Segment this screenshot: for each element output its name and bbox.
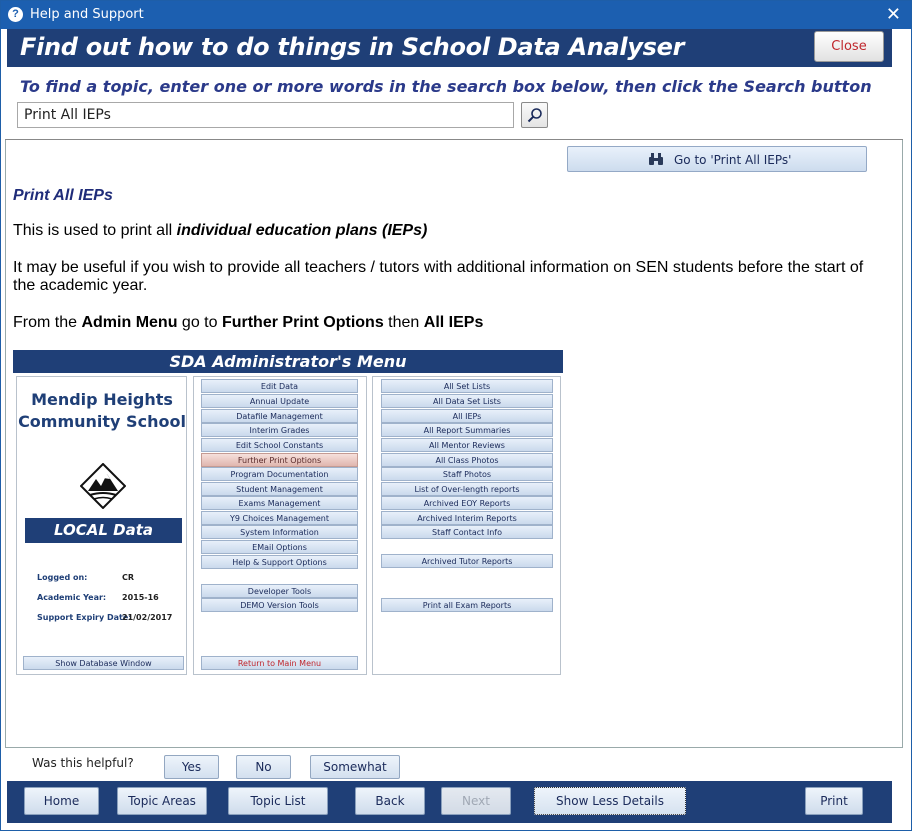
menu-button: Archived EOY Reports bbox=[381, 496, 553, 510]
p3-bold-3: All IEPs bbox=[423, 314, 484, 331]
menu-button: Y9 Choices Management bbox=[201, 511, 358, 525]
search-icon bbox=[527, 107, 543, 123]
menu-button: List of Over-length reports bbox=[381, 482, 553, 496]
further-print-options-button: Further Print Options bbox=[201, 453, 358, 467]
menu-button: Program Documentation bbox=[201, 467, 358, 481]
school-name-line-1: Mendip Heights bbox=[31, 390, 173, 409]
menu-button: DEMO Version Tools bbox=[201, 598, 358, 612]
close-button[interactable]: Close bbox=[814, 31, 884, 62]
menu-button: Edit School Constants bbox=[201, 438, 358, 452]
info-label: Logged on: bbox=[37, 573, 88, 582]
article-title: Print All IEPs bbox=[13, 187, 113, 204]
info-label: Academic Year: bbox=[37, 593, 107, 602]
menu-button: All Set Lists bbox=[381, 379, 553, 393]
show-less-details-button[interactable]: Show Less Details bbox=[534, 787, 686, 815]
p3-text-2: go to bbox=[177, 314, 222, 331]
page-title: Find out how to do things in School Data Analyser bbox=[20, 33, 685, 61]
menu-button: Help & Support Options bbox=[201, 555, 358, 569]
p1-emphasis: individual education plans (IEPs) bbox=[176, 222, 428, 239]
goto-topic-button[interactable] bbox=[567, 146, 867, 172]
article-paragraph-2: It may be useful if you wish to provide all teachers / tutors with additional information on SEN students before the start of the academic year. bbox=[13, 259, 864, 294]
window-close-icon[interactable]: ✕ bbox=[885, 4, 901, 25]
local-data-banner: LOCAL Data bbox=[25, 518, 182, 543]
menu-button: All Data Set Lists bbox=[381, 394, 553, 408]
show-database-window-button: Show Database Window bbox=[23, 656, 184, 670]
p3-bold-2: Further Print Options bbox=[221, 314, 384, 331]
menu-button: System Information bbox=[201, 525, 358, 539]
feedback-somewhat-button[interactable]: Somewhat bbox=[310, 755, 400, 779]
menu-button: Staff Photos bbox=[381, 467, 553, 481]
menu-button: Student Management bbox=[201, 482, 358, 496]
menu-button: All Mentor Reviews bbox=[381, 438, 553, 452]
feedback-no-button[interactable]: No bbox=[236, 755, 291, 779]
feedback-yes-button[interactable]: Yes bbox=[164, 755, 219, 779]
title-bar bbox=[1, 1, 911, 29]
topic-list-button[interactable]: Topic List bbox=[228, 787, 328, 815]
return-main-menu-button: Return to Main Menu bbox=[201, 656, 358, 670]
topic-areas-button[interactable]: Topic Areas bbox=[117, 787, 207, 815]
next-button[interactable]: Next bbox=[441, 787, 511, 815]
menu-button: Interim Grades bbox=[201, 423, 358, 437]
info-value: 2015-16 bbox=[122, 593, 159, 602]
p3-bold-1: Admin Menu bbox=[81, 314, 178, 331]
p3-text-3: then bbox=[383, 314, 424, 331]
menu-button: All Report Summaries bbox=[381, 423, 553, 437]
print-button[interactable]: Print bbox=[805, 787, 863, 815]
info-label: Support Expiry Date: bbox=[37, 613, 132, 622]
page-header bbox=[7, 29, 892, 67]
bottom-nav-bar bbox=[7, 781, 892, 823]
article-paragraph-1 bbox=[13, 222, 427, 240]
p1-text: This is used to print all bbox=[13, 222, 177, 239]
admin-menu-title: SDA Administrator's Menu bbox=[13, 350, 563, 373]
menu-button: Edit Data bbox=[201, 379, 358, 393]
menu-button: Archived Interim Reports bbox=[381, 511, 553, 525]
school-logo-icon bbox=[80, 463, 126, 509]
home-button[interactable]: Home bbox=[24, 787, 99, 815]
all-ieps-button: All IEPs bbox=[381, 409, 553, 423]
print-options-panel bbox=[372, 376, 561, 675]
feedback-question: Was this helpful? bbox=[32, 756, 134, 770]
admin-options-panel bbox=[193, 376, 367, 675]
menu-button: All Class Photos bbox=[381, 453, 553, 467]
school-panel bbox=[16, 376, 187, 675]
window-title: Help and Support bbox=[30, 7, 144, 22]
menu-button: Exams Management bbox=[201, 496, 358, 510]
menu-button: Annual Update bbox=[201, 394, 358, 408]
app-icon: ? bbox=[8, 7, 23, 22]
menu-button: Print all Exam Reports bbox=[381, 598, 553, 612]
search-button[interactable] bbox=[521, 102, 548, 128]
search-hint: To find a topic, enter one or more words in the search box below, then click the Search button bbox=[20, 77, 872, 96]
menu-button: Archived Tutor Reports bbox=[381, 554, 553, 568]
binoculars-icon bbox=[648, 152, 664, 166]
menu-button: EMail Options bbox=[201, 540, 358, 554]
info-value: CR bbox=[122, 573, 135, 582]
p3-text-1: From the bbox=[13, 314, 82, 331]
menu-button: Datafile Management bbox=[201, 409, 358, 423]
article-paragraph-3 bbox=[13, 314, 483, 332]
info-value: 21/02/2017 bbox=[122, 613, 173, 622]
search-input[interactable] bbox=[17, 102, 514, 128]
menu-button: Staff Contact Info bbox=[381, 525, 553, 539]
back-button[interactable]: Back bbox=[355, 787, 425, 815]
goto-topic-label: Go to 'Print All IEPs' bbox=[674, 153, 792, 167]
school-name-line-2: Community School bbox=[18, 412, 186, 431]
admin-menu-screenshot bbox=[13, 350, 563, 677]
menu-button: Developer Tools bbox=[201, 584, 358, 598]
school-name bbox=[17, 389, 187, 433]
